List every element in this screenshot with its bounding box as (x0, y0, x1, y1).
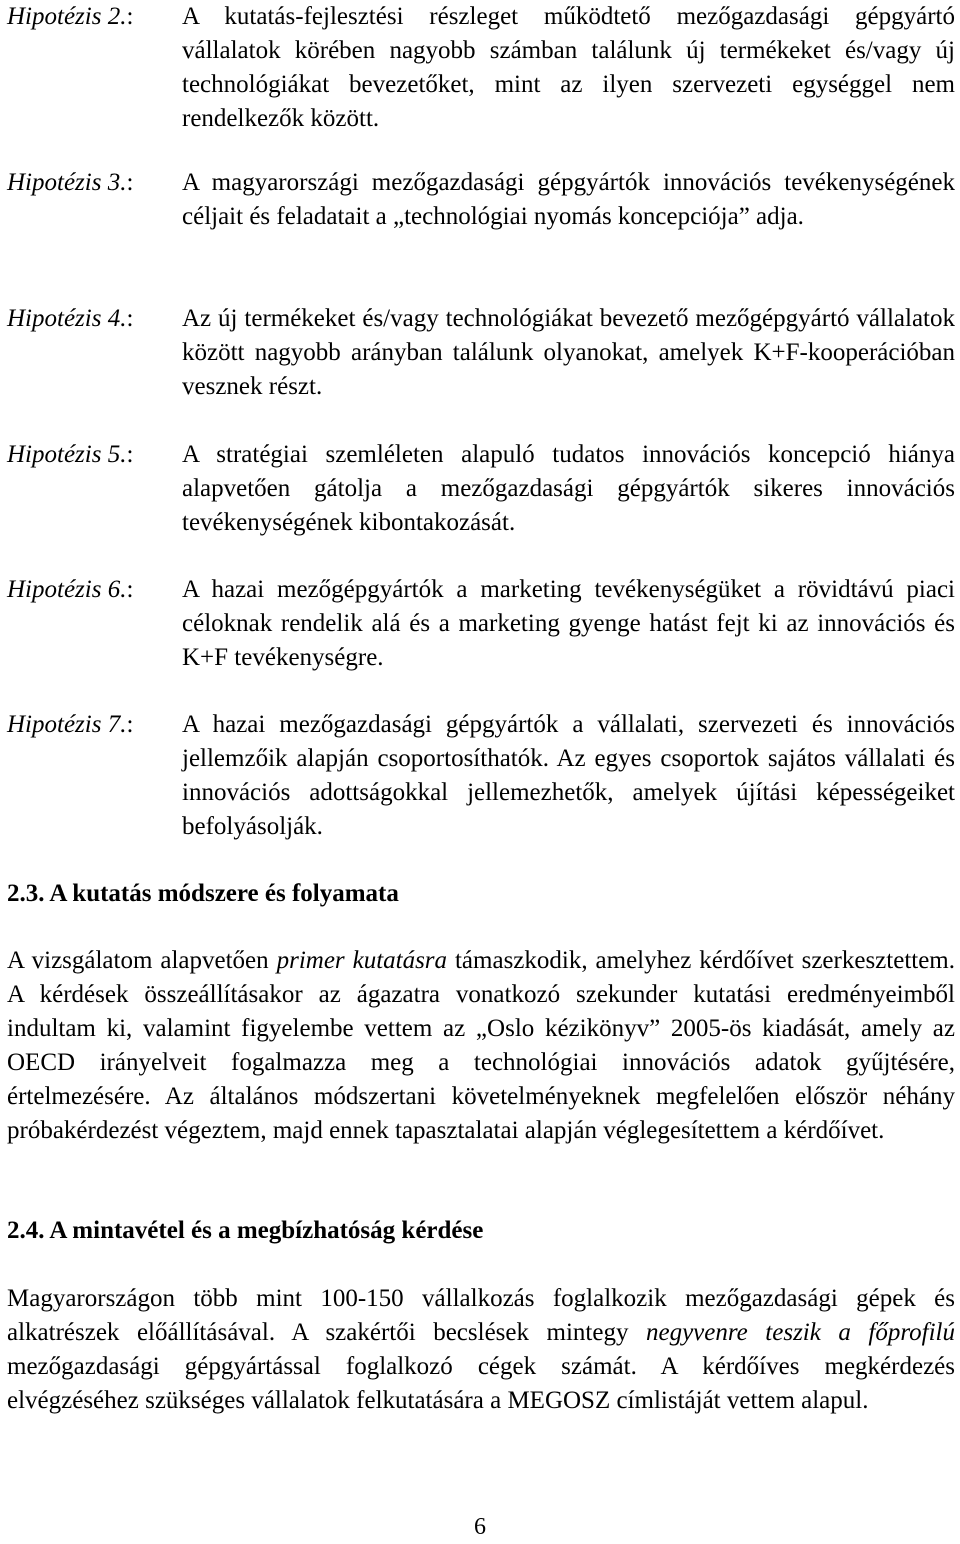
hypothesis-text: A stratégiai szemléleten alapuló tudatos innovációs koncepció hiánya alapvetően gátolja a mezőgazdasági gépgyártók sikeres innovációs tevékenységének kibontakozását. (182, 441, 955, 536)
hypothesis-text: A kutatás-fejlesztési részleget működtető mezőgazdasági gépgyártó vállalatok körében nagyobb számban találunk új termékeket és/vagy új technológiákat bevezetőket, mint az ilyen szervezeti egységgel nem rendelkezők között. (182, 3, 955, 132)
hypothesis-3 (7, 166, 955, 234)
paragraph-sampling: Magyarországon több mint 100-150 vállalkozás foglalkozik mezőgazdasági gépek és alkatrészek előállításával. A szakértői becslések mintegy negyvenre teszik a főprofilú mezőgazdasági gépgyártással foglalkozó cégek számát. A kérdőíves megkérdezés elvégzéséhez szükséges vállalatok felkutatására a MEGOSZ címlistáját vettem alapul. (7, 1285, 955, 1414)
hypothesis-label: Hipotézis 4.: (7, 305, 134, 332)
hypothesis-text: Az új termékeket és/vagy technológiákat bevezető mezőgépgyártó vállalatok között nagyobb arányban találunk olyanokat, amelyek K+F-kooperációban vesznek részt. (182, 305, 955, 400)
hypothesis-label: Hipotézis 7.: (7, 711, 134, 738)
hypothesis-7 (7, 708, 955, 844)
hypothesis-text: A hazai mezőgazdasági gépgyártók a vállalati, szervezeti és innovációs jellemzőik alapján csoportosíthatók. Az egyes csoportok sajátos vállalati és innovációs adottságokkal jellemezhetők, amelyek újítási képességeiket befolyásolják. (182, 711, 955, 840)
hypothesis-text: A hazai mezőgépgyártók a marketing tevékenységüket a rövidtávú piaci céloknak rendelik alá és a marketing gyenge hatást fejt ki az innovációs és K+F tevékenységre. (182, 576, 955, 671)
page-number: 6 (474, 1514, 486, 1540)
hypothesis-label: Hipotézis 2.: (7, 3, 134, 30)
paragraph-methodology: A vizsgálatom alapvetően primer kutatásra támaszkodik, amelyhez kérdőívet szerkesztettem. A kérdések összeállításakor az ágazatra vonatkozó szekunder kutatási eredményeimből indultam ki, valamint figyelembe vettem az „Oslo kézikönyv” 2005-ös kiadását, amely az OECD irányelveit fogalmazza meg a technológiai innovációs adatok gyűjtésére, értelmezésére. Az általános módszertani követelményeknek megfelelően először néhány próbakérdezést végeztem, majd ennek tapasztalatai alapján véglegesítettem a kérdőívet. (7, 947, 956, 1144)
hypothesis-text: A magyarországi mezőgazdasági gépgyártók innovációs tevékenységének céljait és feladatait a „technológiai nyomás koncepciója” adja. (182, 169, 955, 230)
hypothesis-5 (7, 438, 955, 540)
hypothesis-4 (7, 302, 955, 404)
emphasis-primer-research: primer kutatásra (276, 947, 448, 974)
section-heading-2-4: 2.4. A mintavétel és a megbízhatóság kérdése (7, 1217, 484, 1244)
emphasis-main-profile: negyvenre teszik a főprofilú (645, 1319, 955, 1346)
section-heading-2-3: 2.3. A kutatás módszere és folyamata (7, 880, 399, 907)
hypothesis-2 (7, 0, 955, 136)
hypothesis-label: Hipotézis 3.: (7, 169, 134, 196)
hypothesis-label: Hipotézis 5.: (7, 441, 134, 468)
hypothesis-6 (7, 573, 955, 675)
hypothesis-label: Hipotézis 6.: (7, 576, 134, 603)
